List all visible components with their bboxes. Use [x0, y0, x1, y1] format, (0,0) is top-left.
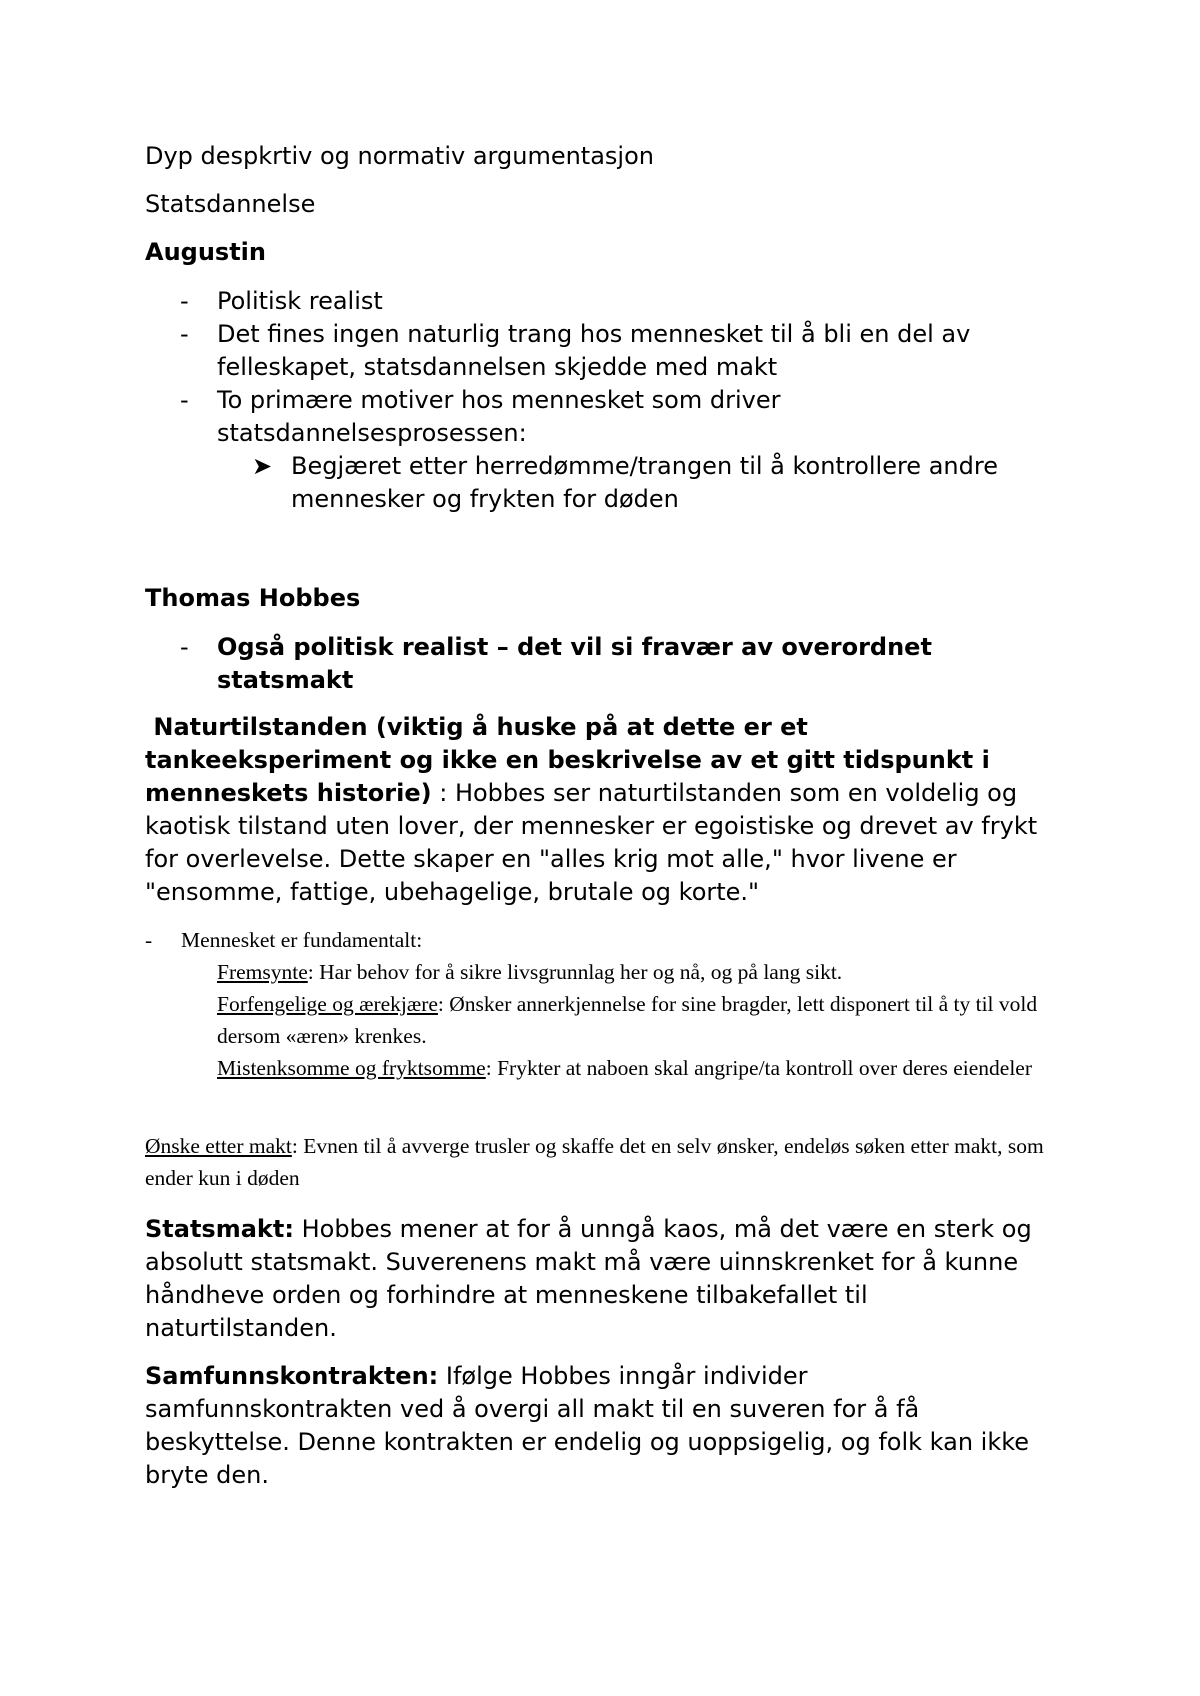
bullet-dash: - [180, 386, 189, 414]
heading-hobbes: Thomas Hobbes [145, 584, 361, 612]
bullet-dash: - [180, 633, 189, 661]
section-subtitle: Statsdannelse [145, 190, 316, 218]
document-title: Dyp despkrtiv og normativ argumentasjon [145, 142, 654, 170]
bullet-dash: - [180, 287, 189, 315]
bullet-dash: - [145, 928, 153, 952]
heading-augustin: Augustin [145, 238, 266, 266]
bullet-dash: - [180, 320, 189, 348]
arrow-bullet-icon: ➤ [252, 452, 273, 480]
trait-mistenksomme: Mistenksomme og fryktsomme: Frykter at naboen skal angripe/ta kontroll over deres eiendeler [217, 1056, 1032, 1080]
onske-paragraph: Ønske etter makt: Evnen til å avverge trusler og skaffe det en selv ønsker, endeløs søken etter makt, som ender kun i døden [145, 1134, 1044, 1190]
list-item: To primære motiver hos mennesket som driver statsdannelsesprosessen: [217, 386, 781, 447]
list-item: Mennesket er fundamentalt: [181, 928, 423, 952]
statsmakt-paragraph: Statsmakt: Hobbes mener at for å unngå kaos, må det være en sterk og absolutt statsmakt. Suverenens makt må være uinnskrenket for å kunne håndheve orden og forhindre at menneskene tilbakefallet til naturtilstanden. [145, 1215, 1032, 1342]
trait-fremsynte: Fremsynte: Har behov for å sikre livsgrunnlag her og nå, og på lang sikt. [217, 960, 843, 984]
list-item: Det fines ingen naturlig trang hos mennesket til å bli en del av felleskapet, statsdannelsen skjedde med makt [217, 320, 971, 381]
naturtilstanden-paragraph: Naturtilstanden (viktig å huske på at dette er et tankeeksperiment og ikke en beskrivelse av et gitt tidspunkt i menneskets historie) : Hobbes ser naturtilstanden som en voldelig og kaotisk tilstand uten lover, der mennesker er egoistiske og drevet av frykt for overlevelse. Dette skaper en "alles krig mot alle," hvor livene er "ensomme, fattige, ubehagelige, brutale og korte." [145, 713, 1045, 906]
trait-forfengelige: Forfengelige og ærekjære: Ønsker annerkjennelse for sine bragder, lett disponert til å ty til vold dersom «æren» krenkes. [217, 992, 1038, 1048]
sub-list-item: Begjæret etter herredømme/trangen til å kontrollere andre mennesker og frykten for døden [291, 452, 998, 513]
samfunnskontrakten-paragraph: Samfunnskontrakten: Ifølge Hobbes inngår individer samfunnskontrakten ved å overgi all makt til en suveren for å få beskyttelse. Denne kontrakten er endelig og uoppsigelig, og folk kan ikke bryte den. [145, 1362, 1030, 1489]
list-item: Politisk realist [217, 287, 383, 315]
list-item: Også politisk realist – det vil si fravær av overordnet statsmakt [217, 633, 932, 694]
